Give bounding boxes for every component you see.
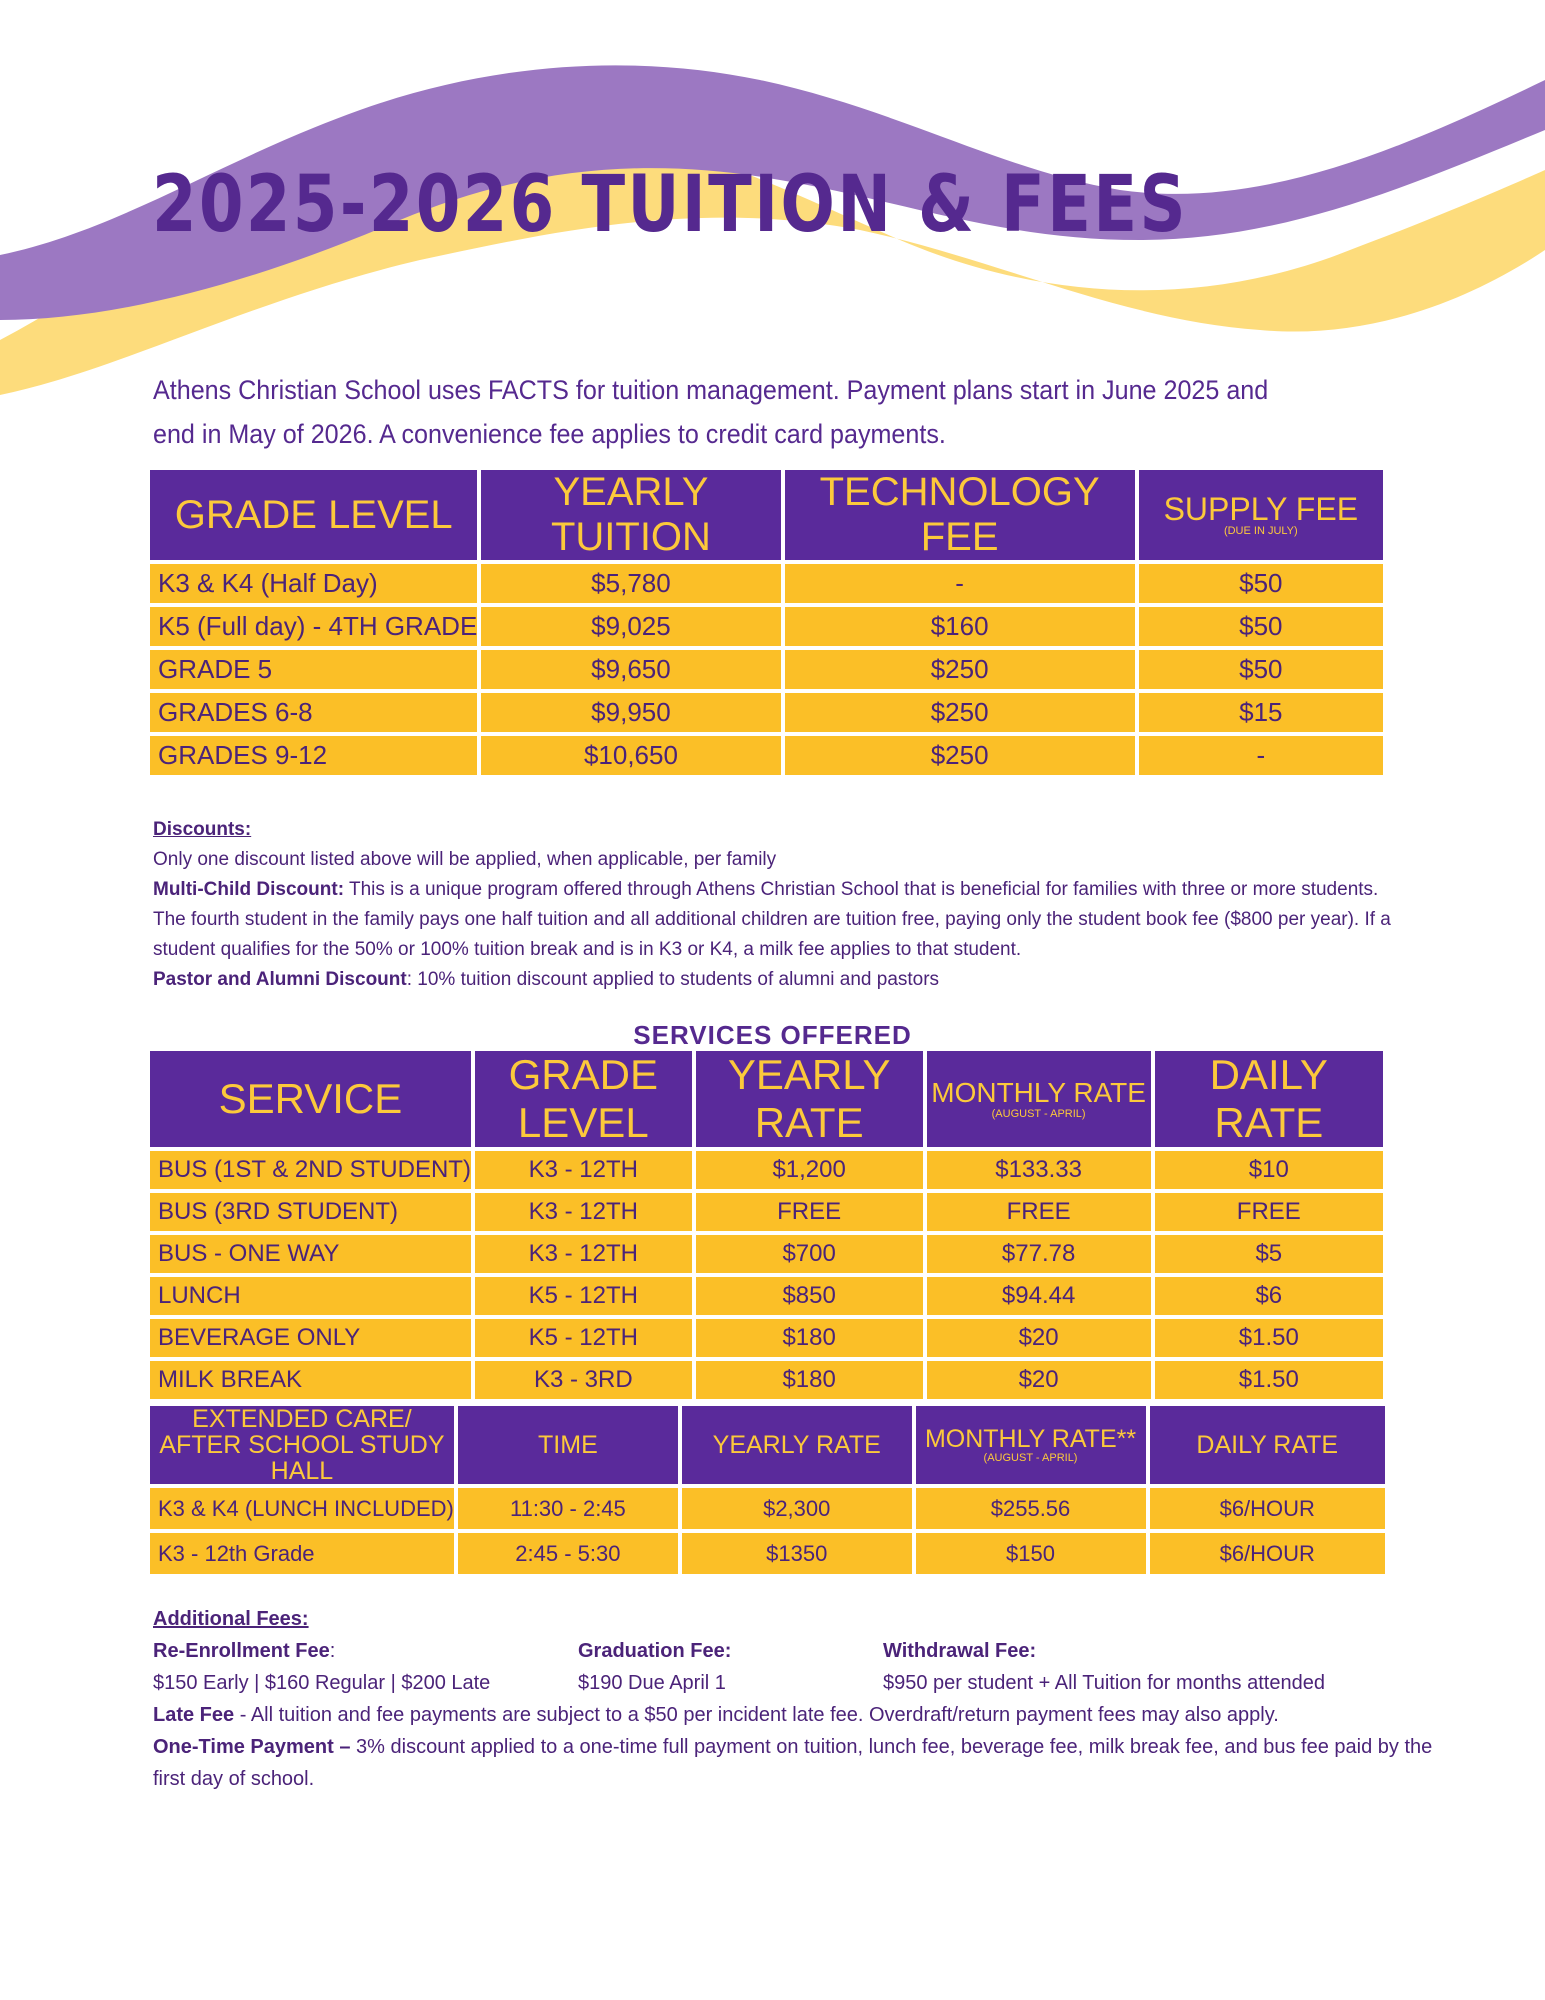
cell-yearly: $1350 <box>682 1533 912 1574</box>
cell-monthly: $20 <box>927 1361 1151 1399</box>
one-time-text: 3% discount applied to a one-time full payment on tuition, lunch fee, beverage fee, milk break fee, and bus fee paid by the first day of school. <box>153 1736 1433 1790</box>
supply-fee-label: SUPPLY FEE <box>1163 491 1359 527</box>
additional-fees-section <box>153 1603 1453 1795</box>
table-row <box>150 1319 1383 1357</box>
cell-grade: GRADES 6-8 <box>150 693 477 732</box>
header-time: TIME <box>458 1406 678 1484</box>
extended-care-line1: EXTENDED CARE/ <box>192 1405 412 1433</box>
reenrollment-text: $150 Early | $160 Regular | $200 Late <box>153 1672 491 1694</box>
late-fee <box>153 1699 1453 1731</box>
additional-fees-heading: Additional Fees: <box>153 1608 309 1630</box>
cell-service: BUS (1ST & 2ND STUDENT) <box>150 1151 471 1189</box>
table-row <box>150 1361 1383 1399</box>
cell-daily: $6 <box>1155 1277 1383 1315</box>
cell-service: BUS - ONE WAY <box>150 1235 471 1273</box>
page-title: 2025-2026 TUITION & FEES <box>152 160 1189 250</box>
table-row <box>150 564 1383 603</box>
cell-grade: K3 - 12TH <box>475 1235 692 1273</box>
monthly-rate-note: (AUGUST - APRIL) <box>983 1452 1078 1464</box>
discounts-section <box>153 815 1403 995</box>
cell-grade: GRADES 9-12 <box>150 736 477 775</box>
cell-grade: K5 (Full day) - 4TH GRADE <box>150 607 477 646</box>
cell-yearly: $180 <box>696 1361 923 1399</box>
reenrollment-colon: : <box>329 1640 336 1662</box>
reenrollment-label: Re-Enrollment Fee <box>153 1640 330 1662</box>
graduation-text: $190 Due April 1 <box>578 1672 726 1694</box>
cell-yearly: $180 <box>696 1319 923 1357</box>
cell-service: MILK BREAK <box>150 1361 471 1399</box>
cell-tech: - <box>785 564 1135 603</box>
cell-monthly: $255.56 <box>916 1488 1146 1529</box>
care-header-row <box>150 1406 1385 1484</box>
header-supply-fee <box>1139 470 1383 560</box>
header-monthly-rate <box>916 1406 1146 1484</box>
one-time-label: One-Time Payment – <box>153 1736 351 1758</box>
pastor-alumni-label: Pastor and Alumni Discount <box>153 969 407 990</box>
header-daily-rate: DAILY RATE <box>1150 1406 1385 1484</box>
table-row <box>150 736 1383 775</box>
services-title: SERVICES OFFERED <box>633 1020 912 1050</box>
withdrawal-text: $950 per student + All Tuition for months attended <box>883 1672 1325 1694</box>
late-fee-label: Late Fee <box>153 1704 235 1726</box>
reenrollment-fee <box>153 1635 490 1699</box>
table-row <box>150 1193 1383 1231</box>
table-row <box>150 650 1383 689</box>
cell-supply: $50 <box>1139 564 1383 603</box>
multi-child-text: This is a unique program offered through Athens Christian School that is beneficial for families with three or more students. The fourth student in the family pays one half tuition and all additional children are tuition free, paying only the student book fee ($800 per year). If a student qualifies for the 50% or 100% tuition break and is in K3 or K4, a milk fee applies to that student. <box>153 879 1391 960</box>
cell-tech: $250 <box>785 736 1135 775</box>
cell-grade: K3 - 12TH <box>475 1151 692 1189</box>
table-row <box>150 1488 1385 1529</box>
cell-service: BEVERAGE ONLY <box>150 1319 471 1357</box>
cell-grade: K5 - 12TH <box>475 1319 692 1357</box>
cell-yearly: $1,200 <box>696 1151 923 1189</box>
tuition-header-row <box>150 470 1383 560</box>
fee-columns <box>153 1635 1453 1699</box>
header-extended-care <box>150 1406 454 1484</box>
header-service: SERVICE <box>150 1051 471 1147</box>
discounts-note: Only one discount listed above will be applied, when applicable, per family <box>153 849 777 870</box>
supply-fee-note: (DUE IN JULY) <box>1223 525 1298 537</box>
intro-paragraph: Athens Christian School uses FACTS for tuition management. Payment plans start in June 2025 and end in May of 2026. A convenience fee applies to credit card payments. <box>153 375 1269 449</box>
cell-grade: GRADE 5 <box>150 650 477 689</box>
cell-grade: K3 - 12TH <box>475 1193 692 1231</box>
cell-daily: $10 <box>1155 1151 1383 1189</box>
one-time-payment <box>153 1731 1453 1795</box>
header-daily-rate: DAILY RATE <box>1155 1051 1383 1147</box>
cell-tuition: $9,650 <box>481 650 780 689</box>
cell-service: K3 - 12th Grade <box>150 1533 454 1574</box>
header-yearly-rate: YEARLY RATE <box>696 1051 923 1147</box>
cell-monthly: $133.33 <box>927 1151 1151 1189</box>
cell-monthly: $94.44 <box>927 1277 1151 1315</box>
pastor-alumni-discount <box>153 965 1403 995</box>
cell-service: LUNCH <box>150 1277 471 1315</box>
cell-time: 2:45 - 5:30 <box>458 1533 678 1574</box>
services-table <box>146 1047 1387 1403</box>
cell-tuition: $9,025 <box>481 607 780 646</box>
cell-tuition: $10,650 <box>481 736 780 775</box>
services-header-row <box>150 1051 1383 1147</box>
header-monthly-rate <box>927 1051 1151 1147</box>
table-row <box>150 1151 1383 1189</box>
table-row <box>150 1277 1383 1315</box>
cell-service: BUS (3RD STUDENT) <box>150 1193 471 1231</box>
multi-child-discount <box>153 875 1403 965</box>
cell-grade: K3 - 3RD <box>475 1361 692 1399</box>
cell-monthly: $77.78 <box>927 1235 1151 1273</box>
cell-daily: FREE <box>1155 1193 1383 1231</box>
cell-supply: $15 <box>1139 693 1383 732</box>
cell-monthly: FREE <box>927 1193 1151 1231</box>
cell-tech: $250 <box>785 693 1135 732</box>
extended-care-line2: AFTER SCHOOL STUDY HALL <box>159 1431 445 1485</box>
cell-supply: $50 <box>1139 650 1383 689</box>
cell-yearly: $2,300 <box>682 1488 912 1529</box>
header-yearly-rate: YEARLY RATE <box>682 1406 912 1484</box>
cell-grade: K5 - 12TH <box>475 1277 692 1315</box>
cell-tuition: $9,950 <box>481 693 780 732</box>
cell-yearly: FREE <box>696 1193 923 1231</box>
header-grade-level: GRADE LEVEL <box>150 470 477 560</box>
header-yearly-tuition: YEARLY TUITION <box>481 470 780 560</box>
cell-time: 11:30 - 2:45 <box>458 1488 678 1529</box>
header-grade-level: GRADE LEVEL <box>475 1051 692 1147</box>
cell-yearly: $700 <box>696 1235 923 1273</box>
withdrawal-label: Withdrawal Fee: <box>883 1640 1037 1662</box>
graduation-fee <box>578 1635 731 1699</box>
cell-grade: K3 & K4 (Half Day) <box>150 564 477 603</box>
cell-supply: $50 <box>1139 607 1383 646</box>
withdrawal-fee <box>883 1635 1325 1699</box>
extended-care-table <box>146 1402 1389 1578</box>
cell-daily: $6/HOUR <box>1150 1488 1385 1529</box>
cell-daily: $1.50 <box>1155 1319 1383 1357</box>
table-row <box>150 1235 1383 1273</box>
cell-tuition: $5,780 <box>481 564 780 603</box>
late-fee-text: - All tuition and fee payments are subject to a $50 per incident late fee. Overdraft/return payment fees may also apply. <box>234 1704 1279 1726</box>
cell-yearly: $850 <box>696 1277 923 1315</box>
monthly-rate-label: MONTHLY RATE** <box>924 1425 1137 1453</box>
cell-monthly: $20 <box>927 1319 1151 1357</box>
cell-daily: $6/HOUR <box>1150 1533 1385 1574</box>
pastor-alumni-text: : 10% tuition discount applied to students of alumni and pastors <box>406 969 940 990</box>
table-row <box>150 607 1383 646</box>
tuition-table <box>146 466 1387 779</box>
graduation-label: Graduation Fee: <box>578 1640 732 1662</box>
cell-tech: $160 <box>785 607 1135 646</box>
cell-daily: $5 <box>1155 1235 1383 1273</box>
cell-tech: $250 <box>785 650 1135 689</box>
header-technology-fee: TECHNOLOGY FEE <box>785 470 1135 560</box>
cell-daily: $1.50 <box>1155 1361 1383 1399</box>
cell-monthly: $150 <box>916 1533 1146 1574</box>
table-row <box>150 693 1383 732</box>
table-row <box>150 1533 1385 1574</box>
multi-child-label: Multi-Child Discount: <box>153 879 345 900</box>
monthly-rate-label: MONTHLY RATE <box>931 1077 1146 1108</box>
cell-service: K3 & K4 (LUNCH INCLUDED) <box>150 1488 454 1529</box>
discounts-heading: Discounts: <box>153 819 252 840</box>
monthly-rate-note: (AUGUST - APRIL) <box>991 1108 1086 1120</box>
cell-supply: - <box>1139 736 1383 775</box>
